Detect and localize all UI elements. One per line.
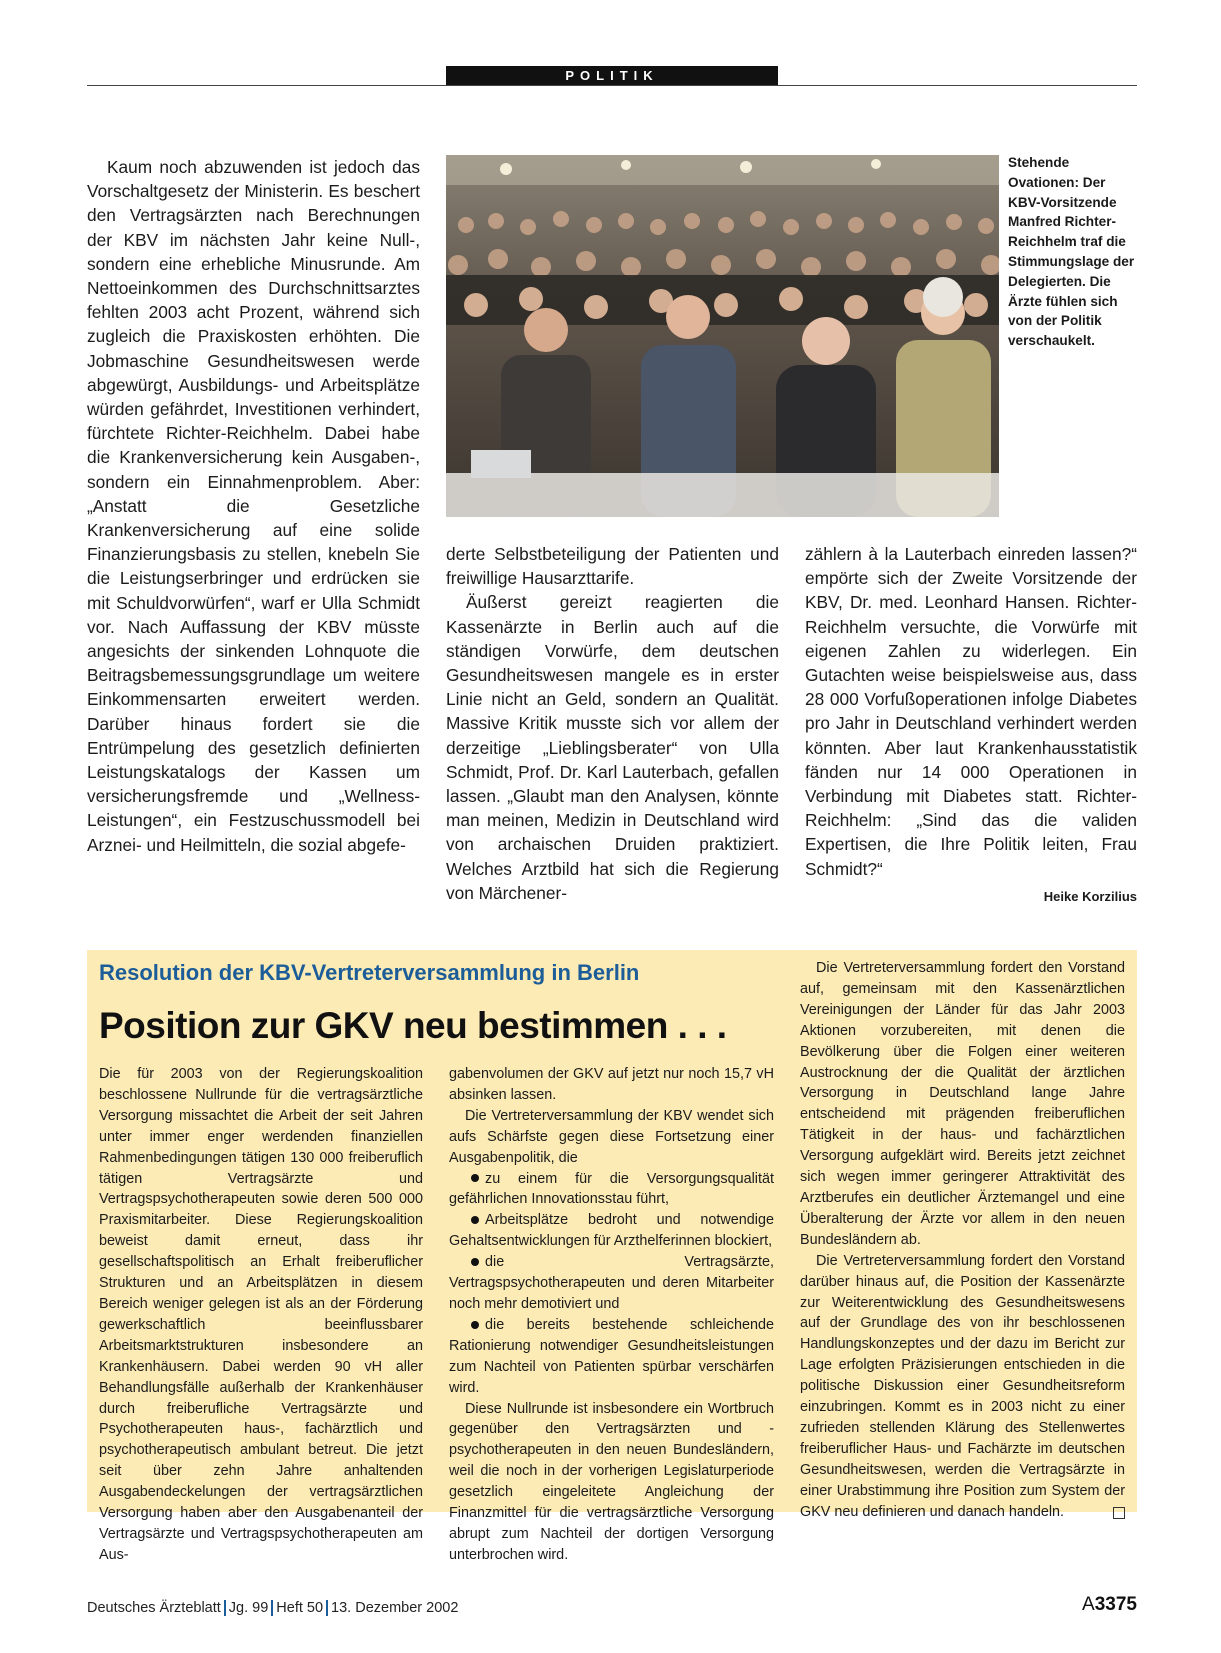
bullet-icon xyxy=(471,1321,479,1329)
box-paragraph: Die Vertreterversammlung fordert den Vorstand auf, gemeinsam mit den Kassenärztlichen Vereinigungen der Länder für das Jahr 2003 Aktionen vorzubereiten, mit denen die Bevölkerung über die Folgen einer weiteren Austrocknung der die Qualität der ärztlichen Versorgung in Deutschland lange Jahre entscheidend mit prägenden freiberuflichen Tätigkeit in der haus- und fachärztlichen Versorgung aufgeklärt wird. Bereits jetzt zeichnet sich wegen immer geringerer Attraktivität des Arztberufes ein deutlicher Ärztemangel und eine Überalterung der Ärzte vor allem in den neuen Bundesländern ab. xyxy=(800,960,1125,1248)
author-byline: Heike Korzilius xyxy=(1043,888,1137,904)
article-paragraph: zählern à la Lauterbach einreden lassen?“ empörte sich der Zweite Vorsitzende der KBV, Dr. med. Leonhard Hansen. Richter-Reichhelm versuchte, die Vorwürfe mit eigenen Zahlen zu widerlegen. Ein Gutachten weise beispielsweise aus, dass 28 000 Vorfußoperationen infolge Diabetes pro Jahr in Deutschland verhindert werden könnten. Aber laut Krankenhausstatistik fänden nur 14 000 Operationen in Verbindung mit Diabetes statt. Richter-Reichhelm: „Sind das die validen Expertisen, die Ihre Politik leiten, Frau Schmidt?“ xyxy=(805,544,1137,879)
bullet-text: die bereits bestehende schleichende Rationierung notwendiger Gesundheitsleistungen zum Nachteil von Patienten spürbar verschärfen wird. xyxy=(449,1316,774,1396)
box-paragraph xyxy=(800,1251,1125,1523)
header-rule xyxy=(87,85,1137,86)
article-column-1 xyxy=(87,155,420,857)
box-column-3 xyxy=(800,958,1125,1522)
page-prefix: A xyxy=(1082,1594,1095,1615)
bullet-text: die Vertragsärzte, Vertragspsychotherapeuten und deren Mitarbeiter noch mehr demotiviert und xyxy=(449,1254,774,1312)
article-paragraph: Kaum noch abzuwenden ist jedoch das Vorschaltgesetz der Ministerin. Es beschert den Vertragsärzten nach Berechnungen der KBV im nächsten Jahr keine Null-, sondern eine erhebliche Minusrunde. Am Nettoeinkommen des Durchschnittsarztes fehlten 2003 acht Prozent, während sich zugleich die Praxiskosten erhöhten. Die Jobmaschine Gesundheitswesen werde abgewürgt, Ausbildungs- und Arbeitsplätze würden gefährdet, Investitionen verhindert, fürchtete Richter-Reichhelm. Dabei habe die Krankenversicherung kein Ausgaben-, sondern ein Einnahmenproblem. Aber: „Anstatt die Gesetzliche Krankenversicherung auf eine solide Finanzierungsbasis zu stellen, knebeln Sie die Leistungserbringer und erdrücken sie mit Schuldvorwürfen“, warf er Ulla Schmidt vor. Nach Auffassung der KBV müsste angesichts der sinkenden Lohnquote die Beitragsbemessungsgrundlage um weitere Einkommensarten erweitert werden. Darüber hinaus fordert sie die Entrümpelung des gesetzlich definierten Leistungskatalogs der Kassen um versicherungsfremde und „Wellness-Leistungen“, ein Festzuschussmodell bei Arznei- und Heilmitteln, die sozial abgefe- xyxy=(87,157,420,855)
box-paragraph: Diese Nullrunde ist insbesondere ein Wortbruch gegenüber den Vertragsärzten und -psychotherapeuten in den neuen Bundesländern, weil die noch in der vorherigen Legislaturperiode gesetzlich eingeleitete Angleichung der Finanzmittel für die vertragsärztliche Versorgung abrupt zum Nachteil der dortigen Versorgung unterbrochen wird. xyxy=(449,1400,774,1563)
article-paragraph: derte Selbstbeteiligung der Patienten und freiwillige Hausarzttarife. xyxy=(446,544,779,589)
end-mark-icon xyxy=(1113,1507,1125,1519)
bullet-item xyxy=(449,1169,774,1211)
article-column-3 xyxy=(805,542,1137,909)
section-tag: POLITIK xyxy=(446,66,778,85)
bullet-icon xyxy=(471,1216,479,1224)
issue-date: 13. Dezember 2002 xyxy=(331,1600,459,1616)
page-number xyxy=(1082,1594,1137,1616)
bullet-item xyxy=(449,1210,774,1252)
volume: Jg. 99 xyxy=(228,1600,269,1616)
journal-name: Deutsches Ärzteblatt xyxy=(87,1600,221,1616)
assembly-photo xyxy=(446,155,999,517)
assembly-photo-illustration xyxy=(446,155,999,517)
bullet-icon xyxy=(471,1174,479,1182)
bullet-text: zu einem für die Versorgungsqualität gefährlichen Innovationsstau führt, xyxy=(449,1170,774,1208)
bullet-item xyxy=(449,1252,774,1315)
box-column-2 xyxy=(449,1064,774,1566)
photo-caption: Stehende Ovationen: Der KBV-Vorsitzende Manfred Richter-Reichhelm traf die Stimmungslage der Delegierten. Die Ärzte fühlen sich von der Politik verschaukelt. xyxy=(1008,155,1135,349)
box-paragraph-text: Die Vertreterversammlung fordert den Vorstand darüber hinaus auf, die Position der Kassenärzte zur Weiterentwicklung des Gesundheitswesens auf der Grundlage des von ihr beschlossenen Handlungskonzeptes und der dazu im Bericht zur Lage erfolgten Präzisierungen entschieden in die politische Diskussion einer Gesundheitsreform einzubringen. Kommt es in 2003 nicht zu einer zufrieden stellenden Klärung des Stellenwertes freiberuflicher Haus- und Fachärzte im deutschen Gesundheitswesen, werden die Vertragsärzte in einer Urabstimmung ihre Position zum System der GKV neu definieren und danach handeln. xyxy=(800,1252,1125,1520)
box-paragraph: gabenvolumen der GKV auf jetzt nur noch 15,7 vH absinken lassen. xyxy=(449,1066,774,1103)
box-title: Position zur GKV neu bestimmen . . . xyxy=(99,1005,727,1046)
box-paragraph: Die Vertreterversammlung der KBV wendet sich aufs Schärfste gegen diese Fortsetzung einer Ausgabenpolitik, die xyxy=(449,1107,774,1166)
issue: Heft 50 xyxy=(276,1600,324,1616)
page-number-value: 3375 xyxy=(1094,1594,1137,1615)
separator xyxy=(326,1600,328,1616)
separator xyxy=(271,1600,273,1616)
footer-citation xyxy=(87,1600,458,1616)
bullet-icon xyxy=(471,1258,479,1266)
separator xyxy=(224,1600,226,1616)
article-paragraph: Äußerst gereizt reagierten die Kassenärzte in Berlin auch auf die ständigen Vorwürfe, dem deutschen Gesundheitswesen mangele es in erster Linie nicht an Geld, sondern an Qualität. Massive Kritik musste sich vor allem der derzeitige „Lieblingsberater“ von Ulla Schmidt, Prof. Dr. Karl Lauterbach, gefallen lassen. „Glaubt man den Analysen, könnte man meinen, Medizin in Deutschland wird von archaischen Druiden praktiziert. Welches Arztbild hat sich die Regierung von Märchener- xyxy=(446,592,779,903)
bullet-item xyxy=(449,1315,774,1399)
article-column-2 xyxy=(446,542,779,905)
bullet-text: Arbeitsplätze bedroht und notwendige Gehaltsentwicklungen für Arzthelferinnen blockiert, xyxy=(449,1212,774,1250)
box-kicker: Resolution der KBV-Vertreterversammlung in Berlin xyxy=(99,960,640,985)
box-paragraph: Die für 2003 von der Regierungskoalition beschlossene Nullrunde für die vertragsärztliche Versorgung missachtet die Arbeit der seit Jahren unter immer enger werdenden finanziellen Rahmenbedingungen tätigen 130 000 freiberuflich tätigen Vertragsärzte und Vertragspsychotherapeuten sowie deren 500 000 Praxismitarbeiter. Diese Regierungskoalition beweist damit erneut, dass ihr gesellschaftspolitisch an Erhalt freiberuflicher Strukturen und an Arbeitsplätzen in diesem Bereich weniger gelegen ist als an der Förderung gewerkschaftlich beeinflussbarer Arbeitsmarktstrukturen insbesondere an Krankenhäusern. Dabei werden 90 vH aller Behandlungsfälle außerhalb der Krankenhäuser durch freiberufliche Vertragsärzte und Psychotherapeuten haus-, fachärztlich und psychotherapeutisch ambulant betreut. Die jetzt seit über zehn Jahre anhaltenden Ausgabendeckelungen der vertragsärztlichen Versorgung haben aber den Ausgabenanteil der Vertragsärzte und Vertragspsychotherapeuten am Aus- xyxy=(99,1066,423,1563)
box-column-1 xyxy=(99,1064,423,1566)
